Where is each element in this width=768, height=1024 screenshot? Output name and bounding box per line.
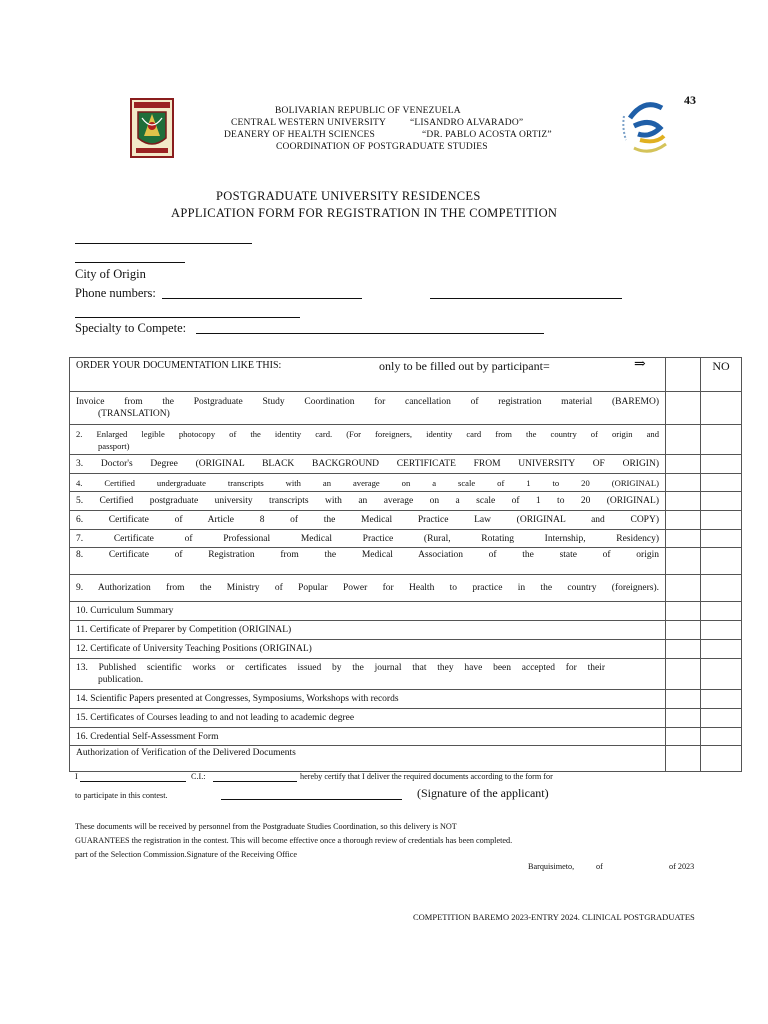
doc-item-self-assessment-form: 16. Credential Self-Assessment Form bbox=[70, 728, 666, 746]
checkbox-no[interactable] bbox=[701, 392, 742, 425]
phone-numbers-label: Phone numbers: bbox=[75, 286, 156, 300]
doc-item-curriculum: 10. Curriculum Summary bbox=[70, 602, 666, 621]
phone-number-1-blank[interactable] bbox=[162, 298, 362, 299]
city-of-origin-label: City of Origin bbox=[75, 267, 146, 281]
checkbox-no[interactable] bbox=[701, 602, 742, 621]
university-seal-logo bbox=[130, 98, 174, 158]
checkbox-no[interactable] bbox=[701, 709, 742, 728]
checkbox-yes[interactable] bbox=[666, 728, 701, 746]
ci-number-blank[interactable] bbox=[213, 781, 297, 782]
checkbox-no[interactable] bbox=[701, 511, 742, 530]
header-university-name: “LISANDRO ALVARADO” bbox=[410, 118, 524, 128]
table-row bbox=[70, 746, 742, 772]
table-row bbox=[70, 640, 742, 659]
checkbox-no[interactable] bbox=[701, 425, 742, 455]
postgraduate-coordination-logo bbox=[620, 96, 670, 158]
doc-item-preparer-certificate: 11. Certificate of Preparer by Competition (ORIGINAL) bbox=[70, 621, 666, 640]
reception-note bbox=[75, 820, 615, 862]
checkbox-yes[interactable] bbox=[666, 511, 701, 530]
table-row bbox=[70, 530, 742, 548]
checkbox-yes[interactable] bbox=[666, 746, 701, 772]
header-coordination: COORDINATION OF POSTGRADUATE STUDIES bbox=[276, 142, 488, 152]
documents-checklist-table bbox=[69, 357, 742, 772]
checkbox-no[interactable] bbox=[701, 728, 742, 746]
note-line-1: These documents will be received by personnel from the Postgraduate Studies Coordination, so this delivery is NOT bbox=[75, 822, 457, 831]
checkbox-yes[interactable] bbox=[666, 602, 701, 621]
place-city: Barquisimeto, bbox=[528, 862, 575, 871]
table-row bbox=[70, 511, 742, 530]
form-title-line2: APPLICATION FORM FOR REGISTRATION IN THE COMPETITION bbox=[171, 206, 558, 220]
checkbox-yes[interactable] bbox=[666, 425, 701, 455]
page-footer: COMPETITION BAREMO 2023-ENTRY 2024. CLINICAL POSTGRADUATES bbox=[413, 912, 695, 922]
doc-item-article-8: 6. Certificate of Article 8 of the Medical Practice Law (ORIGINAL and COPY) bbox=[70, 511, 666, 530]
table-row bbox=[70, 709, 742, 728]
checkbox-no[interactable] bbox=[701, 746, 742, 772]
order-documentation-label: ORDER YOUR DOCUMENTATION LIKE THIS: bbox=[76, 360, 282, 371]
applicant-name-blank[interactable] bbox=[80, 781, 186, 782]
checkbox-yes[interactable] bbox=[666, 492, 701, 511]
doc-item-scientific-works: 13. Published scientific works or certificates issued by the journal that they have been accepted for their publication. bbox=[70, 659, 666, 690]
table-row bbox=[70, 425, 742, 455]
checkbox-no[interactable] bbox=[701, 548, 742, 575]
doc-item-medical-association: 8. Certificate of Registration from the Medical Association of the state of origin bbox=[70, 548, 666, 575]
checkbox-no[interactable] bbox=[701, 659, 742, 690]
doc-item-verification-authorization: Authorization of Verification of the Delivered Documents bbox=[70, 746, 666, 772]
checkbox-no[interactable] bbox=[701, 474, 742, 492]
checkbox-no[interactable] bbox=[701, 575, 742, 602]
header-university: CENTRAL WESTERN UNIVERSITY bbox=[231, 118, 387, 128]
doc-item-invoice: Invoice from the Postgraduate Study Coordination for cancellation of registration material (BAREMO) (TRANSLATION) bbox=[70, 392, 666, 425]
note-line-3: part of the Selection Commission.Signature of the Receiving Office bbox=[75, 850, 297, 859]
doc-item-professional-practice: 7. Certificate of Professional Medical Practice (Rural, Rotating Internship, Residency) bbox=[70, 530, 666, 548]
doc-item-teaching-positions: 12. Certificate of University Teaching Positions (ORIGINAL) bbox=[70, 640, 666, 659]
phone-number-2-blank[interactable] bbox=[430, 298, 622, 299]
checkbox-yes[interactable] bbox=[666, 392, 701, 425]
checkbox-yes[interactable] bbox=[666, 621, 701, 640]
id-blank[interactable] bbox=[75, 262, 185, 263]
email-blank[interactable] bbox=[75, 317, 300, 318]
table-row bbox=[70, 621, 742, 640]
table-row bbox=[70, 455, 742, 474]
right-arrow-icon: ⇒ bbox=[634, 357, 646, 372]
participant-only-label: only to be filled out by participant= bbox=[379, 359, 550, 373]
certify-statement: hereby certify that I deliver the required documents according to the form for bbox=[300, 772, 553, 781]
checkbox-no[interactable] bbox=[701, 492, 742, 511]
checkbox-yes[interactable] bbox=[666, 690, 701, 709]
table-row bbox=[70, 548, 742, 575]
date-year: of 2023 bbox=[669, 862, 695, 871]
page-number: 43 bbox=[684, 93, 696, 107]
doc-item-ministry-authorization: 9. Authorization from the Ministry of Popular Power for Health to practice in the country (foreigners). bbox=[70, 575, 666, 602]
table-row bbox=[70, 392, 742, 425]
table-row bbox=[70, 690, 742, 709]
table-header-cell bbox=[70, 358, 666, 392]
certify-prefix: I bbox=[75, 772, 78, 781]
checkbox-yes[interactable] bbox=[666, 474, 701, 492]
checkbox-no[interactable] bbox=[701, 690, 742, 709]
no-header-cell: NO bbox=[701, 358, 742, 392]
checkbox-no[interactable] bbox=[701, 640, 742, 659]
name-blank[interactable] bbox=[75, 243, 252, 244]
signature-label: (Signature of the applicant) bbox=[417, 786, 549, 800]
note-line-2: GUARANTEES the registration in the contest. This will become effective once a thorough review of credentials has been completed. bbox=[75, 836, 513, 845]
doc-item-undergraduate-transcripts: 4. Certified undergraduate transcripts with an average on a scale of 1 to 20 (ORIGINAL) bbox=[70, 474, 666, 492]
doc-item-course-certificates: 15. Certificates of Courses leading to and not leading to academic degree bbox=[70, 709, 666, 728]
checkbox-yes[interactable] bbox=[666, 548, 701, 575]
table-row bbox=[70, 659, 742, 690]
doc-item-identity-card: 2. Enlarged legible photocopy of the identity card. (For foreigners, identity card from the country of origin and passport) bbox=[70, 425, 666, 455]
form-title-line1: POSTGRADUATE UNIVERSITY RESIDENCES bbox=[216, 189, 481, 203]
header-deanery-name: “DR. PABLO ACOSTA ORTIZ” bbox=[422, 130, 552, 140]
specialty-blank[interactable] bbox=[196, 333, 544, 334]
ci-label: C.I.: bbox=[191, 772, 206, 781]
checkbox-yes[interactable] bbox=[666, 530, 701, 548]
table-header-row bbox=[70, 358, 742, 392]
table-row bbox=[70, 575, 742, 602]
signature-blank[interactable] bbox=[221, 799, 402, 800]
certify-statement-line2: to participate in this contest. bbox=[75, 791, 168, 800]
checkbox-no[interactable] bbox=[701, 455, 742, 474]
checkbox-no[interactable] bbox=[701, 530, 742, 548]
date-of-label: of bbox=[596, 862, 603, 871]
checkbox-no[interactable] bbox=[701, 621, 742, 640]
checkbox-yes[interactable] bbox=[666, 575, 701, 602]
header-deanery: DEANERY OF HEALTH SCIENCES bbox=[224, 130, 375, 140]
doc-item-doctors-degree: 3. Doctor's Degree (ORIGINAL BLACK BACKGROUND CERTIFICATE FROM UNIVERSITY OF ORIGIN) bbox=[70, 455, 666, 474]
doc-item-scientific-papers: 14. Scientific Papers presented at Congresses, Symposiums, Workshops with records bbox=[70, 690, 666, 709]
checkbox-yes[interactable] bbox=[666, 640, 701, 659]
yes-header-cell bbox=[666, 358, 701, 392]
header-country: BOLIVARIAN REPUBLIC OF VENEZUELA bbox=[275, 106, 461, 116]
checkbox-yes[interactable] bbox=[666, 659, 701, 690]
table-row bbox=[70, 492, 742, 511]
specialty-label: Specialty to Compete: bbox=[75, 321, 187, 335]
table-row bbox=[70, 602, 742, 621]
checkbox-yes[interactable] bbox=[666, 455, 701, 474]
table-row bbox=[70, 474, 742, 492]
doc-item-postgraduate-transcripts: 5. Certified postgraduate university transcripts with an average on a scale of 1 to 20 (ORIGINAL) bbox=[70, 492, 666, 511]
table-row bbox=[70, 728, 742, 746]
checkbox-yes[interactable] bbox=[666, 709, 701, 728]
